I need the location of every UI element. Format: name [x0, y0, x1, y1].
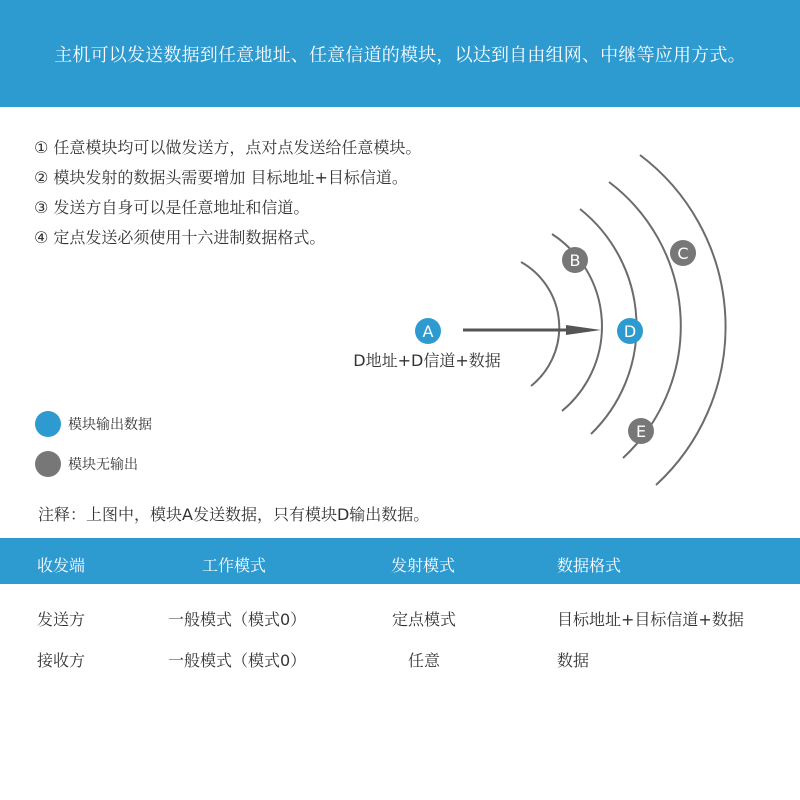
legend-dot-blue-icon: [35, 411, 61, 437]
table-cell: 目标地址+目标信道+数据: [557, 610, 744, 629]
table-header-row: [0, 538, 800, 584]
table-cell: 发送方: [37, 610, 86, 629]
legend-item-no-output: [35, 451, 138, 477]
node-d: [617, 318, 643, 344]
legend-item-output: [35, 411, 152, 437]
table-cell: 接收方: [37, 651, 86, 670]
node-a: [415, 318, 441, 344]
table-cell: 定点模式: [392, 610, 457, 629]
note-item: ② 模块发射的数据头需要增加 目标地址+目标信道。: [34, 168, 408, 187]
transmission-arrow-head: [566, 325, 601, 335]
note-item: ④ 定点发送必须使用十六进制数据格式。: [34, 228, 326, 247]
table-cell: 任意: [408, 651, 441, 670]
legend-dot-gray-icon: [35, 451, 61, 477]
table-header-cell: 数据格式: [557, 556, 622, 575]
table-cell: 一般模式（模式0）: [168, 651, 307, 670]
node-e: [628, 418, 654, 444]
legend-label: 模块输出数据: [68, 417, 152, 433]
note-item: ③ 发送方自身可以是任意地址和信道。: [34, 198, 310, 217]
node-c: [670, 240, 696, 266]
node-d-label: D: [623, 322, 637, 341]
table-cell: 数据: [557, 651, 590, 670]
table-header-cell: 工作模式: [202, 556, 267, 575]
arrow-label: D地址+D信道+数据: [353, 351, 501, 370]
node-b-label: B: [569, 251, 581, 270]
table-header-cell: 发射模式: [391, 556, 456, 575]
header-title: 主机可以发送数据到任意地址、任意信道的模块，以达到自由组网、中继等应用方式。: [54, 44, 746, 66]
node-a-label: A: [422, 322, 434, 341]
signal-wave-arc: [521, 262, 559, 386]
footnote: 注释：上图中，模块A发送数据，只有模块D输出数据。: [38, 505, 430, 524]
legend-label: 模块无输出: [68, 457, 138, 473]
node-e-label: E: [635, 422, 647, 441]
node-c-label: C: [677, 244, 689, 263]
note-item: ① 任意模块均可以做发送方，点对点发送给任意模块。: [34, 138, 422, 157]
table-header-cell: 收发端: [37, 556, 86, 575]
signal-wave-arc: [609, 182, 681, 458]
node-b: [562, 247, 588, 273]
table-cell: 一般模式（模式0）: [168, 610, 307, 629]
